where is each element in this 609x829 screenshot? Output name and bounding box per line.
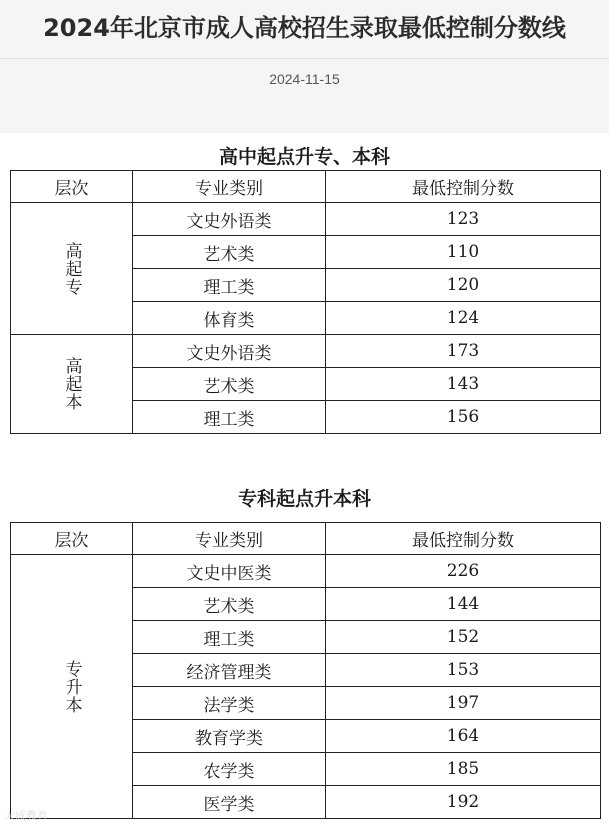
score-cell: 164	[326, 720, 601, 753]
score-cell: 152	[326, 621, 601, 654]
level-label: 高起本	[61, 357, 82, 411]
category-cell: 艺术类	[133, 236, 326, 269]
category-cell: 经济管理类	[133, 654, 326, 687]
level-label: 高起专	[61, 241, 82, 296]
table-row	[11, 335, 601, 368]
score-cell: 197	[326, 687, 601, 720]
category-cell: 文史中医类	[133, 555, 326, 588]
category-cell: 艺术类	[133, 588, 326, 621]
score-table-high-school	[10, 170, 601, 434]
column-header: 最低控制分数	[326, 523, 601, 555]
category-cell: 教育学类	[133, 720, 326, 753]
table-header-row	[11, 523, 601, 555]
level-cell	[11, 203, 133, 335]
level-cell	[11, 555, 133, 819]
score-cell: 124	[326, 302, 601, 335]
section-title-high-school: 高中起点升专、本科	[218, 146, 390, 168]
score-cell: 226	[326, 555, 601, 588]
score-cell: 156	[326, 401, 601, 434]
score-cell: 144	[326, 588, 601, 621]
score-cell: 120	[326, 269, 601, 302]
score-cell: 110	[326, 236, 601, 269]
category-cell: 理工类	[133, 269, 326, 302]
column-header: 专业类别	[133, 171, 326, 203]
table-row	[11, 203, 601, 236]
table-header-row	[11, 171, 601, 203]
score-table-college	[10, 522, 601, 819]
score-cell: 143	[326, 368, 601, 401]
score-cell: 185	[326, 753, 601, 786]
category-cell: 文史外语类	[133, 335, 326, 368]
category-cell: 农学类	[133, 753, 326, 786]
category-cell: 医学类	[133, 786, 326, 819]
page-header	[0, 0, 609, 133]
header-divider	[0, 58, 609, 59]
score-cell: 153	[326, 654, 601, 687]
score-cell: 123	[326, 203, 601, 236]
section-title-college: 专科起点升本科	[237, 488, 371, 510]
column-header: 最低控制分数	[326, 171, 601, 203]
category-cell: 理工类	[133, 401, 326, 434]
category-cell: 体育类	[133, 302, 326, 335]
column-header: 专业类别	[133, 523, 326, 555]
category-cell: 理工类	[133, 621, 326, 654]
category-cell: 法学类	[133, 687, 326, 720]
score-cell: 173	[326, 335, 601, 368]
category-cell: 文史外语类	[133, 203, 326, 236]
publish-date: 2024-11-15	[269, 71, 340, 87]
table-row	[11, 555, 601, 588]
level-label: 专升本	[61, 659, 82, 714]
column-header: 层次	[11, 171, 133, 203]
level-cell	[11, 335, 133, 434]
page-title: 2024年北京市成人高校招生录取最低控制分数线	[43, 14, 566, 42]
score-cell: 192	[326, 786, 601, 819]
category-cell: 艺术类	[133, 368, 326, 401]
column-header: 层次	[11, 523, 133, 555]
watermark-logo: 大成教育	[4, 809, 48, 822]
